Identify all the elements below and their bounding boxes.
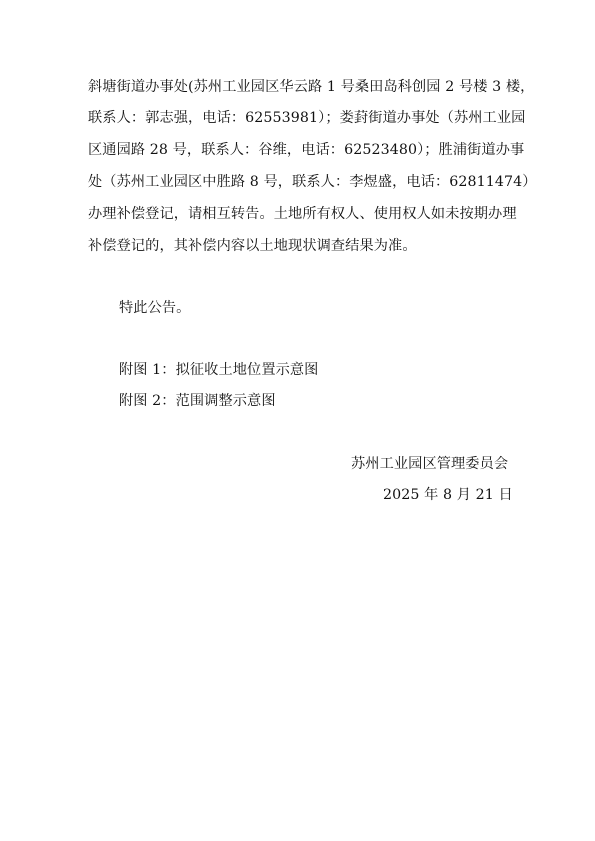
closing-statement: 特此公告。 bbox=[119, 300, 191, 316]
body-line-6: 补偿登记的，其补偿内容以土地现状调查结果为准。 bbox=[88, 238, 417, 254]
attachment-2: 附图 2：范围调整示意图 bbox=[119, 393, 276, 409]
body-line-2: 联系人：郭志强，电话：62553981）；娄葑街道办事处（苏州工业园 bbox=[88, 110, 526, 126]
body-line-5: 办理补偿登记，请相互转告。土地所有权人、使用权人如未按期办理 bbox=[88, 206, 517, 222]
body-line-1: 斜塘街道办事处(苏州工业园区华云路 1 号桑田岛科创园 2 号楼 3 楼， bbox=[88, 79, 535, 95]
body-line-3: 区通园路 28 号，联系人：谷维，电话：62523480）；胜浦街道办事 bbox=[88, 142, 525, 158]
issuer-name: 苏州工业园区管理委员会 bbox=[351, 456, 509, 472]
body-line-4: 处（苏州工业园区中胜路 8 号，联系人：李煜盛，电话：62811474） bbox=[88, 174, 537, 190]
issue-date: 2025 年 8 月 21 日 bbox=[383, 487, 513, 503]
attachment-1: 附图 1：拟征收土地位置示意图 bbox=[119, 362, 319, 378]
